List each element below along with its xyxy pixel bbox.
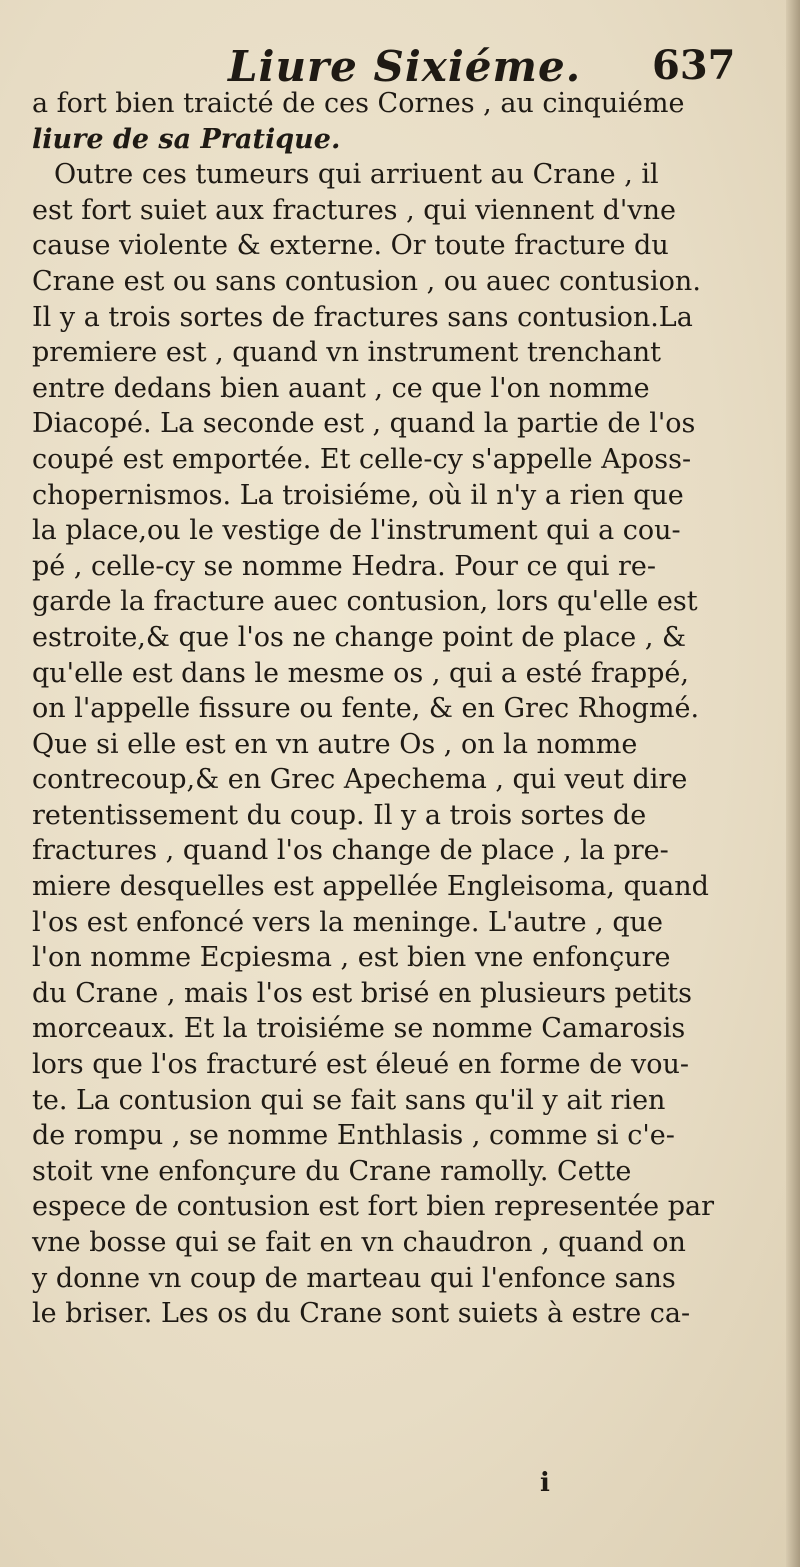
text-line: coupé est emportée. Et celle-cy s'appelle Aposs- <box>32 443 692 475</box>
text-line: lors que l'os fracturé est éleué en forme de vou- <box>32 1049 689 1081</box>
text-line: a fort bien traicté de ces Cornes , au cinquiéme <box>32 88 685 119</box>
text-line: la place,ou le vestige de l'instrument qui a cou- <box>32 515 681 547</box>
text-line: pé , celle-cy se nomme Hedra. Pour ce qui re- <box>32 550 657 582</box>
text-line: de rompu , se nomme Enthlasis , comme si c'e- <box>32 1120 675 1152</box>
running-title: Liure Sixiéme. <box>228 42 582 91</box>
text-line: garde la fracture auec contusion, lors qu'elle est <box>32 586 698 618</box>
text-line: entre dedans bien auant , ce que l'on nomme <box>32 372 650 404</box>
text-line: retentissement du coup. Il y a trois sortes de <box>32 799 647 831</box>
text-line: on l'appelle fissure ou fente, & en Grec Rhogmé. <box>32 693 700 725</box>
text-line: est fort suiet aux fractures , qui viennent d'vne <box>32 194 676 226</box>
text-line: espece de contusion est fort bien representée par <box>32 1191 715 1223</box>
text-line: qu'elle est dans le mesme os , qui a esté frappé, <box>32 657 689 689</box>
text-line: le briser. Les os du Crane sont suiets à estre ca- <box>32 1298 691 1330</box>
signature-mark: i <box>540 1468 550 1498</box>
text-line: premiere est , quand vn instrument trenchant <box>32 337 661 369</box>
text-line: Outre ces tumeurs qui arriuent au Crane , il <box>54 159 659 191</box>
text-line: chopernismos. La troisiéme, où il n'y a rien que <box>32 479 684 511</box>
text-line: Il y a trois sortes de fractures sans contusion.La <box>32 301 693 333</box>
text-line: contrecoup,& en Grec Apechema , qui veut dire <box>32 764 688 796</box>
text-line: vne bosse qui se fait en vn chaudron , quand on <box>32 1227 686 1258</box>
text-line: stoit vne enfonçure du Crane ramolly. Cette <box>32 1155 632 1187</box>
page-number: 637 <box>652 42 736 89</box>
text-line: Crane est ou sans contusion , ou auec contusion. <box>32 265 701 297</box>
text-line: fractures , quand l'os change de place , la pre- <box>32 835 669 867</box>
text-line: Que si elle est en vn autre Os , on la nomme <box>32 728 638 760</box>
text-line: cause violente & externe. Or toute fracture du <box>32 230 669 262</box>
text-line: morceaux. Et la troisiéme se nomme Camarosis <box>32 1013 686 1045</box>
text-line: te. La contusion qui se fait sans qu'il y ait rien <box>32 1084 666 1116</box>
text-line: l'os est enfoncé vers la meninge. L'autre , que <box>32 906 663 938</box>
text-line: estroite,& que l'os ne change point de place , & <box>32 621 687 653</box>
text-line: Diacopé. La seconde est , quand la partie de l'os <box>32 408 696 440</box>
body-text <box>32 86 792 1332</box>
text-line: y donne vn coup de marteau qui l'enfonce sans <box>32 1262 676 1294</box>
text-line: du Crane , mais l'os est brisé en plusieurs petits <box>32 977 692 1009</box>
text-line: l'on nomme Ecpiesma , est bien vne enfonçure <box>32 942 671 974</box>
text-line: liure de sa Pratique. <box>32 123 341 155</box>
text-line: miere desquelles est appellée Engleisoma, quand <box>32 871 709 903</box>
